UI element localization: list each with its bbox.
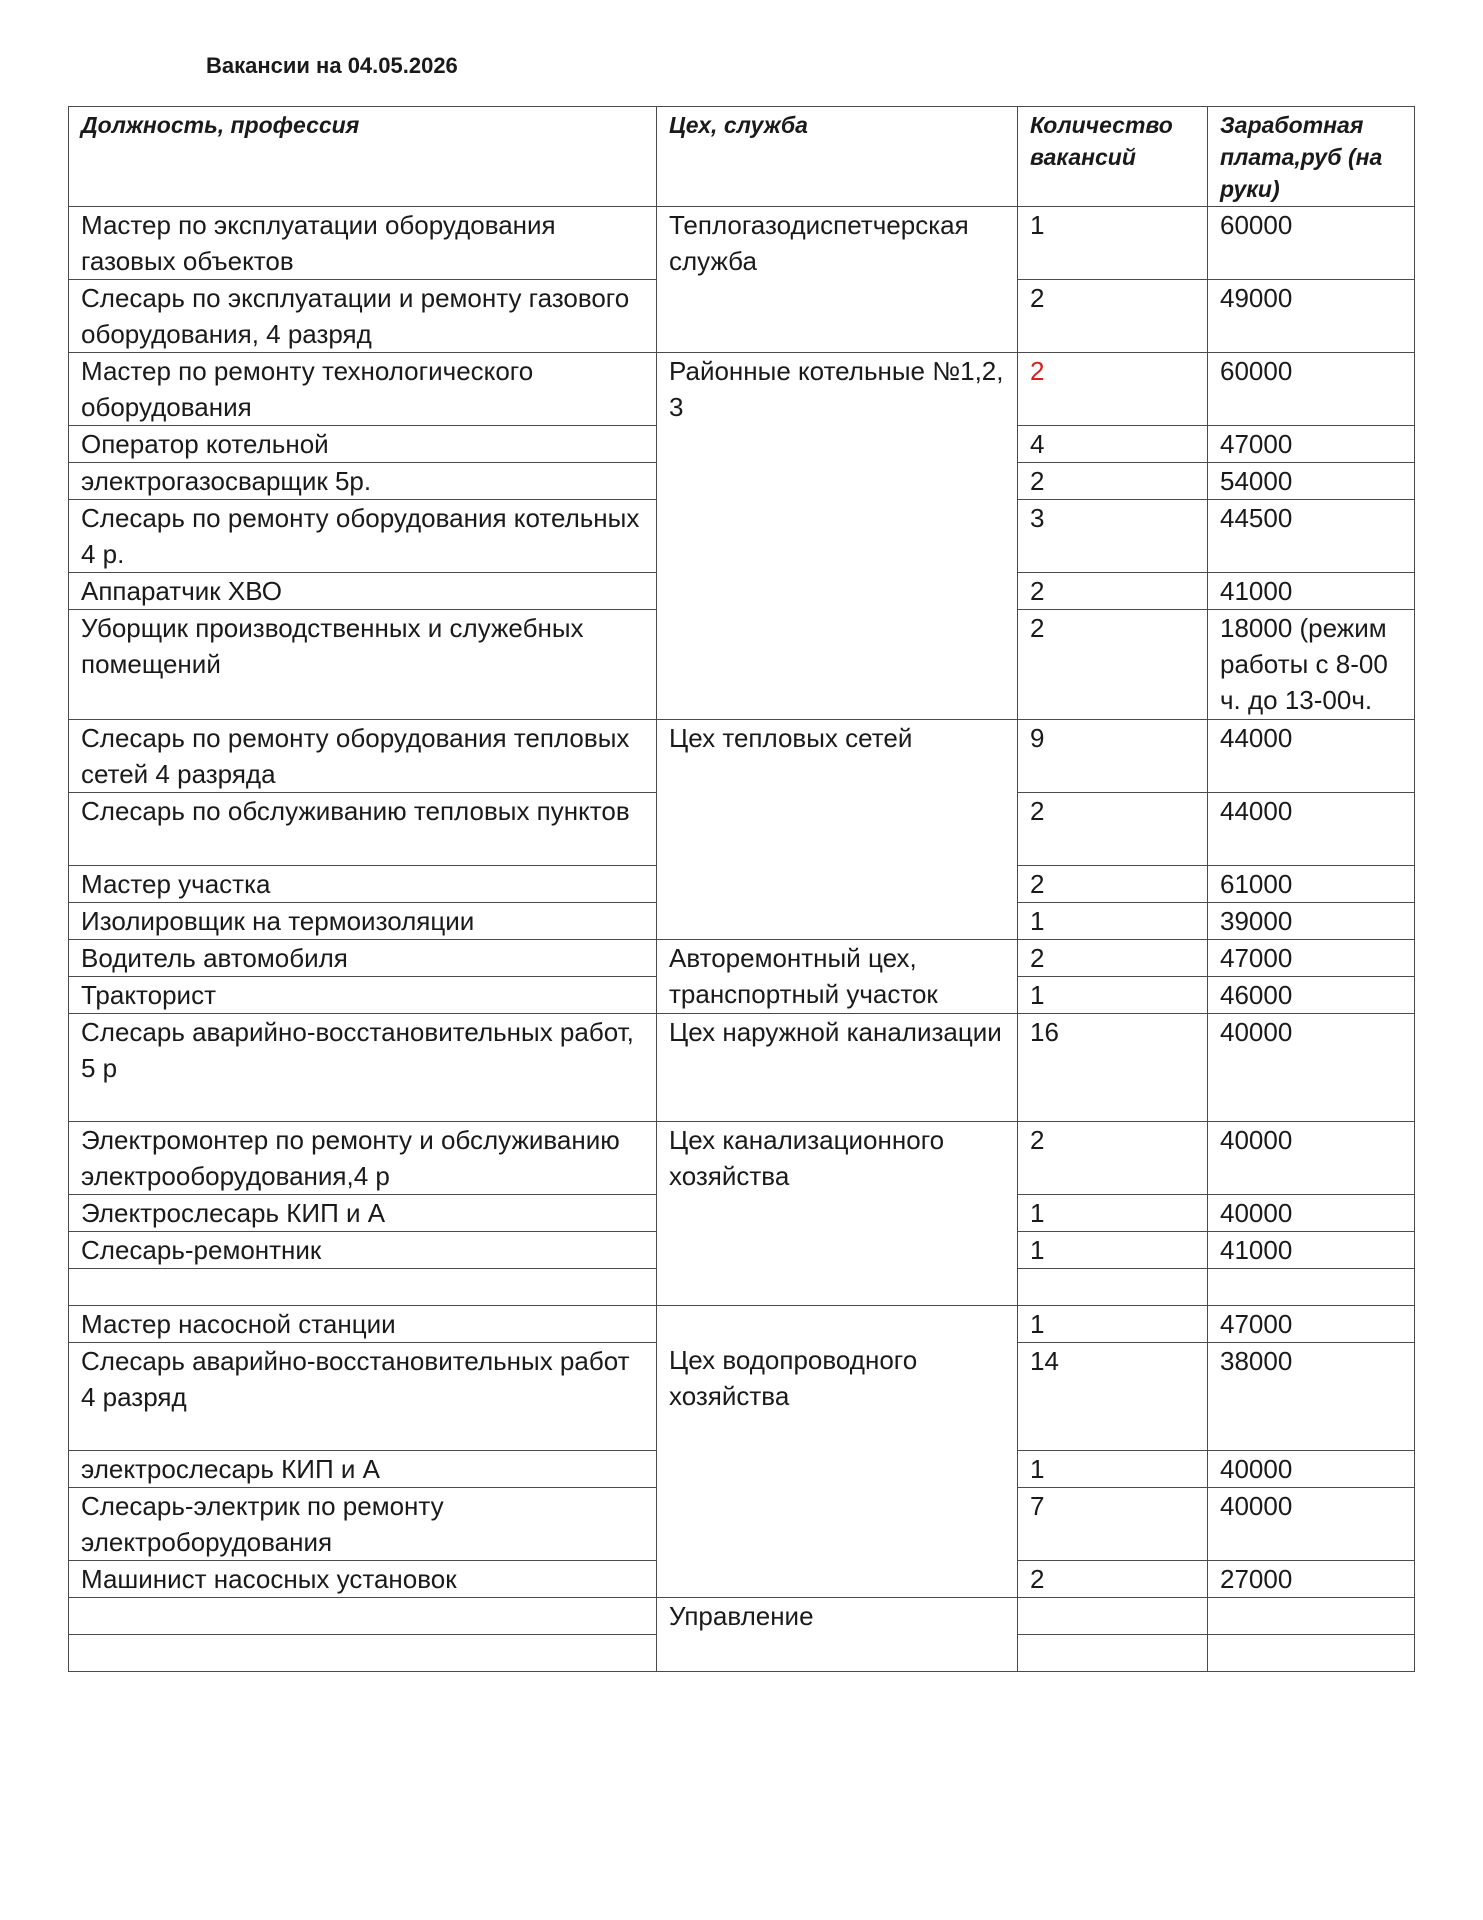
cell-position: Мастер по эксплуатации оборудования газовых объектов — [69, 207, 657, 280]
cell-salary: 27000 — [1208, 1561, 1415, 1598]
cell-department-text: Цех водопроводного хозяйства — [669, 1345, 918, 1411]
header-department: Цех, служба — [657, 107, 1018, 207]
cell-position: Слесарь-ремонтник — [69, 1232, 657, 1269]
cell-salary: 44000 — [1208, 720, 1415, 793]
cell-count: 1 — [1018, 977, 1208, 1014]
cell-count: 4 — [1018, 426, 1208, 463]
cell-department: Теплогазодиспетчерская служба — [657, 207, 1018, 353]
cell-position: Слесарь аварийно-восстановительных работ 4 разряд — [69, 1343, 657, 1451]
cell-salary: 40000 — [1208, 1451, 1415, 1488]
cell-position: Мастер участка — [69, 866, 657, 903]
cell-salary — [1208, 1635, 1415, 1672]
cell-salary: 40000 — [1208, 1488, 1415, 1561]
cell-salary: 39000 — [1208, 903, 1415, 940]
cell-count: 2 — [1018, 1561, 1208, 1598]
cell-position: электрослесарь КИП и А — [69, 1451, 657, 1488]
header-position: Должность, профессия — [69, 107, 657, 207]
cell-salary: 40000 — [1208, 1014, 1415, 1122]
cell-count: 1 — [1018, 1451, 1208, 1488]
cell-department: Цех наружной канализации — [657, 1014, 1018, 1122]
cell-count: 7 — [1018, 1488, 1208, 1561]
cell-count — [1018, 1598, 1208, 1635]
cell-count: 2 — [1018, 940, 1208, 977]
cell-position: Слесарь по ремонту оборудования котельных 4 р. — [69, 500, 657, 573]
cell-salary: 47000 — [1208, 940, 1415, 977]
cell-count: 2 — [1018, 463, 1208, 500]
table-row — [69, 1598, 1415, 1635]
table-header-row — [69, 107, 1415, 207]
cell-salary: 47000 — [1208, 1306, 1415, 1343]
cell-position: Водитель автомобиля — [69, 940, 657, 977]
cell-count: 2 — [1018, 280, 1208, 353]
cell-count: 2 — [1018, 573, 1208, 610]
cell-position: Электромонтер по ремонту и обслуживанию электрооборудования,4 р — [69, 1122, 657, 1195]
cell-position: Слесарь-электрик по ремонту электроборудования — [69, 1488, 657, 1561]
cell-position: Аппаратчик ХВО — [69, 573, 657, 610]
table-row — [69, 207, 1415, 280]
cell-count: 9 — [1018, 720, 1208, 793]
cell-count: 2 — [1018, 866, 1208, 903]
cell-salary: 40000 — [1208, 1195, 1415, 1232]
cell-count — [1018, 1635, 1208, 1672]
cell-salary: 60000 — [1208, 353, 1415, 426]
cell-salary: 41000 — [1208, 573, 1415, 610]
cell-department: Цех канализационного хозяйства — [657, 1122, 1018, 1306]
cell-position: Оператор котельной — [69, 426, 657, 463]
cell-salary: 41000 — [1208, 1232, 1415, 1269]
table-row — [69, 1122, 1415, 1195]
cell-position — [69, 1635, 657, 1672]
cell-position: Изолировщик на термоизоляции — [69, 903, 657, 940]
cell-position: Мастер насосной станции — [69, 1306, 657, 1343]
cell-position — [69, 1269, 657, 1306]
cell-position: Тракторист — [69, 977, 657, 1014]
cell-count: 1 — [1018, 1306, 1208, 1343]
table-row — [69, 1014, 1415, 1122]
header-salary: Заработная плата,руб (на руки) — [1208, 107, 1415, 207]
cell-count: 14 — [1018, 1343, 1208, 1451]
cell-count — [1018, 1269, 1208, 1306]
cell-department — [657, 1306, 1018, 1598]
table-row — [69, 940, 1415, 977]
cell-count: 1 — [1018, 903, 1208, 940]
cell-count: 1 — [1018, 1195, 1208, 1232]
cell-position: Машинист насосных установок — [69, 1561, 657, 1598]
cell-position: Слесарь по ремонту оборудования тепловых сетей 4 разряда — [69, 720, 657, 793]
cell-position: Мастер по ремонту технологического оборудования — [69, 353, 657, 426]
cell-department: Управление — [657, 1598, 1018, 1672]
cell-position: Уборщик производственных и служебных помещений — [69, 610, 657, 720]
cell-salary: 44500 — [1208, 500, 1415, 573]
cell-salary: 38000 — [1208, 1343, 1415, 1451]
cell-department: Цех тепловых сетей — [657, 720, 1018, 940]
vacancies-table — [68, 106, 1415, 1672]
cell-salary: 47000 — [1208, 426, 1415, 463]
cell-count: 1 — [1018, 207, 1208, 280]
table-row — [69, 1306, 1415, 1343]
cell-count: 2 — [1018, 353, 1208, 426]
cell-salary: 54000 — [1208, 463, 1415, 500]
table-row — [69, 720, 1415, 793]
cell-salary: 18000 (режим работы с 8-00 ч. до 13-00ч. — [1208, 610, 1415, 720]
cell-salary: 61000 — [1208, 866, 1415, 903]
cell-position — [69, 1598, 657, 1635]
cell-count: 2 — [1018, 1122, 1208, 1195]
cell-position: Слесарь по эксплуатации и ремонту газового оборудования, 4 разряд — [69, 280, 657, 353]
cell-position: Слесарь аварийно-восстановительных работ, 5 р — [69, 1014, 657, 1122]
cell-count: 16 — [1018, 1014, 1208, 1122]
cell-department: Авторемонтный цех, транспортный участок — [657, 940, 1018, 1014]
cell-count: 1 — [1018, 1232, 1208, 1269]
cell-salary — [1208, 1598, 1415, 1635]
cell-position: Слесарь по обслуживанию тепловых пунктов — [69, 793, 657, 866]
page-title: Вакансии на 04.05.2026 — [206, 53, 458, 78]
cell-salary: 46000 — [1208, 977, 1415, 1014]
cell-salary: 49000 — [1208, 280, 1415, 353]
cell-count: 2 — [1018, 610, 1208, 720]
cell-salary — [1208, 1269, 1415, 1306]
table-row — [69, 353, 1415, 426]
cell-salary: 40000 — [1208, 1122, 1415, 1195]
cell-position: электрогазосварщик 5р. — [69, 463, 657, 500]
header-count: Количество вакансий — [1018, 107, 1208, 207]
cell-position: Электрослесарь КИП и А — [69, 1195, 657, 1232]
cell-count: 3 — [1018, 500, 1208, 573]
cell-salary: 44000 — [1208, 793, 1415, 866]
cell-count: 2 — [1018, 793, 1208, 866]
cell-department: Районные котельные №1,2, 3 — [657, 353, 1018, 720]
cell-salary: 60000 — [1208, 207, 1415, 280]
